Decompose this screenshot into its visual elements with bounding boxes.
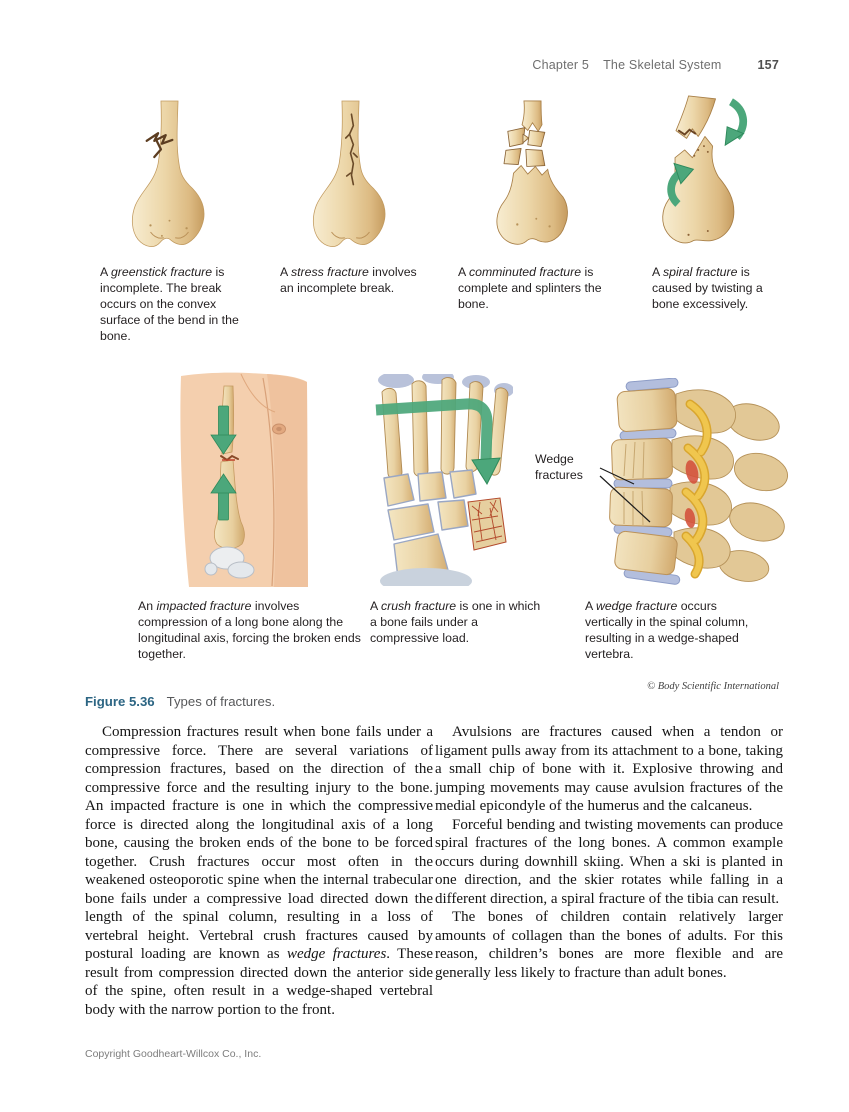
impacted-fracture-illustration xyxy=(175,372,310,587)
page-header xyxy=(532,58,779,72)
wedge-caption: A wedge fracture occurs vertically in the spinal column, resulting in a wedge-shaped vertebra. xyxy=(585,599,749,661)
stress-fracture-illustration xyxy=(303,96,398,256)
body-column-left xyxy=(85,723,433,1019)
nipple-graphic xyxy=(273,424,286,434)
greenstick-fracture-illustration xyxy=(122,96,217,256)
paragraph-children-bones: The bones of children contain relatively larger amounts of collagen than the bones of adults. For this reason, children’s bones are more flexible and are generally less likely to fracture than adult bones. xyxy=(435,909,783,981)
crush-caption: A crush fracture is one in which a bone fails under a compressive load. xyxy=(370,599,541,645)
spiral-caption: A spiral fracture is caused by twisting a bone excessively. xyxy=(652,265,763,311)
impacted-caption: An impacted fracture involves compression of a long bone along the longitudinal axis, forcing the broken ends together. xyxy=(138,599,361,661)
art-credit: © Body Scientific International xyxy=(647,681,779,692)
tarsal-bones-graphic xyxy=(384,470,476,578)
paragraph-avulsions: Avulsions are fractures caused when a tendon or ligament pulls away from its attachment to a bone, taking a small chip of bone with it. Explosive throwing and jumping movements may cause avulsion fractures of the medial epicondyle of the humerus and the calcaneus. xyxy=(435,724,783,815)
wedge-fractures-label: Wedge fractures xyxy=(535,452,583,482)
comminuted-caption: A comminuted fracture is complete and splinters the bone. xyxy=(458,265,602,311)
posterior-processes-graphic xyxy=(670,390,790,585)
heel-cartilage-graphic xyxy=(380,568,472,586)
bone-graphic xyxy=(132,101,204,247)
chapter-title: The Skeletal System xyxy=(603,58,722,72)
paragraph-spiral-fractures: Forceful bending and twisting movements can produce spiral fractures of the long bones. A common example occurs during downhill skiing. When a ski is planted in one direction, and the skier rotates while falling in a different direction, a spiral fracture of the tibia can result. xyxy=(435,816,783,907)
figure-title: Types of fractures. xyxy=(166,694,276,709)
bone-fragments-graphic xyxy=(504,128,545,167)
copyright-notice: Copyright Goodheart-Willcox Co., Inc. xyxy=(85,1048,262,1060)
greenstick-caption: A greenstick fracture is incomplete. The break occurs on the convex surface of the bend in the bone. xyxy=(100,265,239,343)
chapter-label: Chapter 5 xyxy=(532,58,590,72)
crushed-bone-graphic xyxy=(468,498,506,550)
crush-fracture-illustration xyxy=(368,374,513,586)
paragraph-compression-fractures: Compression fractures result when bone fails under a compressive force. There are several variations of compression fractures, based on the direction of the compressive force and the resulting injury to the bone. An impacted fracture is one in which the compressive force is directed along the longitudinal axis of a long bone, causing the broken ends of the bone to be forced together. Crush fractures occur most often in the weakened osteoporotic spine when the internal trabecular bone fails under a compressive load directed down the length of the spinal column, resulting in a loss of vertebral height. Vertebral crush fractures caused by postural loading are known as wedge fractures. These result from compression directed down the anterior side of the spine, often result in a wedge-shaped vertebral body with the narrow portion to the front. xyxy=(85,724,433,1018)
bone-shaft-graphic xyxy=(522,101,542,131)
stress-caption: A stress fracture involves an incomplete break. xyxy=(280,265,417,295)
spiral-fracture-illustration xyxy=(648,94,758,258)
body-column-right xyxy=(435,723,783,982)
page-number: 157 xyxy=(757,58,779,72)
comminuted-fracture-illustration xyxy=(485,96,580,256)
figure-caption xyxy=(85,694,275,709)
twist-arrow-icon xyxy=(725,102,743,145)
figure-number: Figure 5.36 xyxy=(85,694,155,709)
bone-distal-graphic xyxy=(497,166,568,245)
